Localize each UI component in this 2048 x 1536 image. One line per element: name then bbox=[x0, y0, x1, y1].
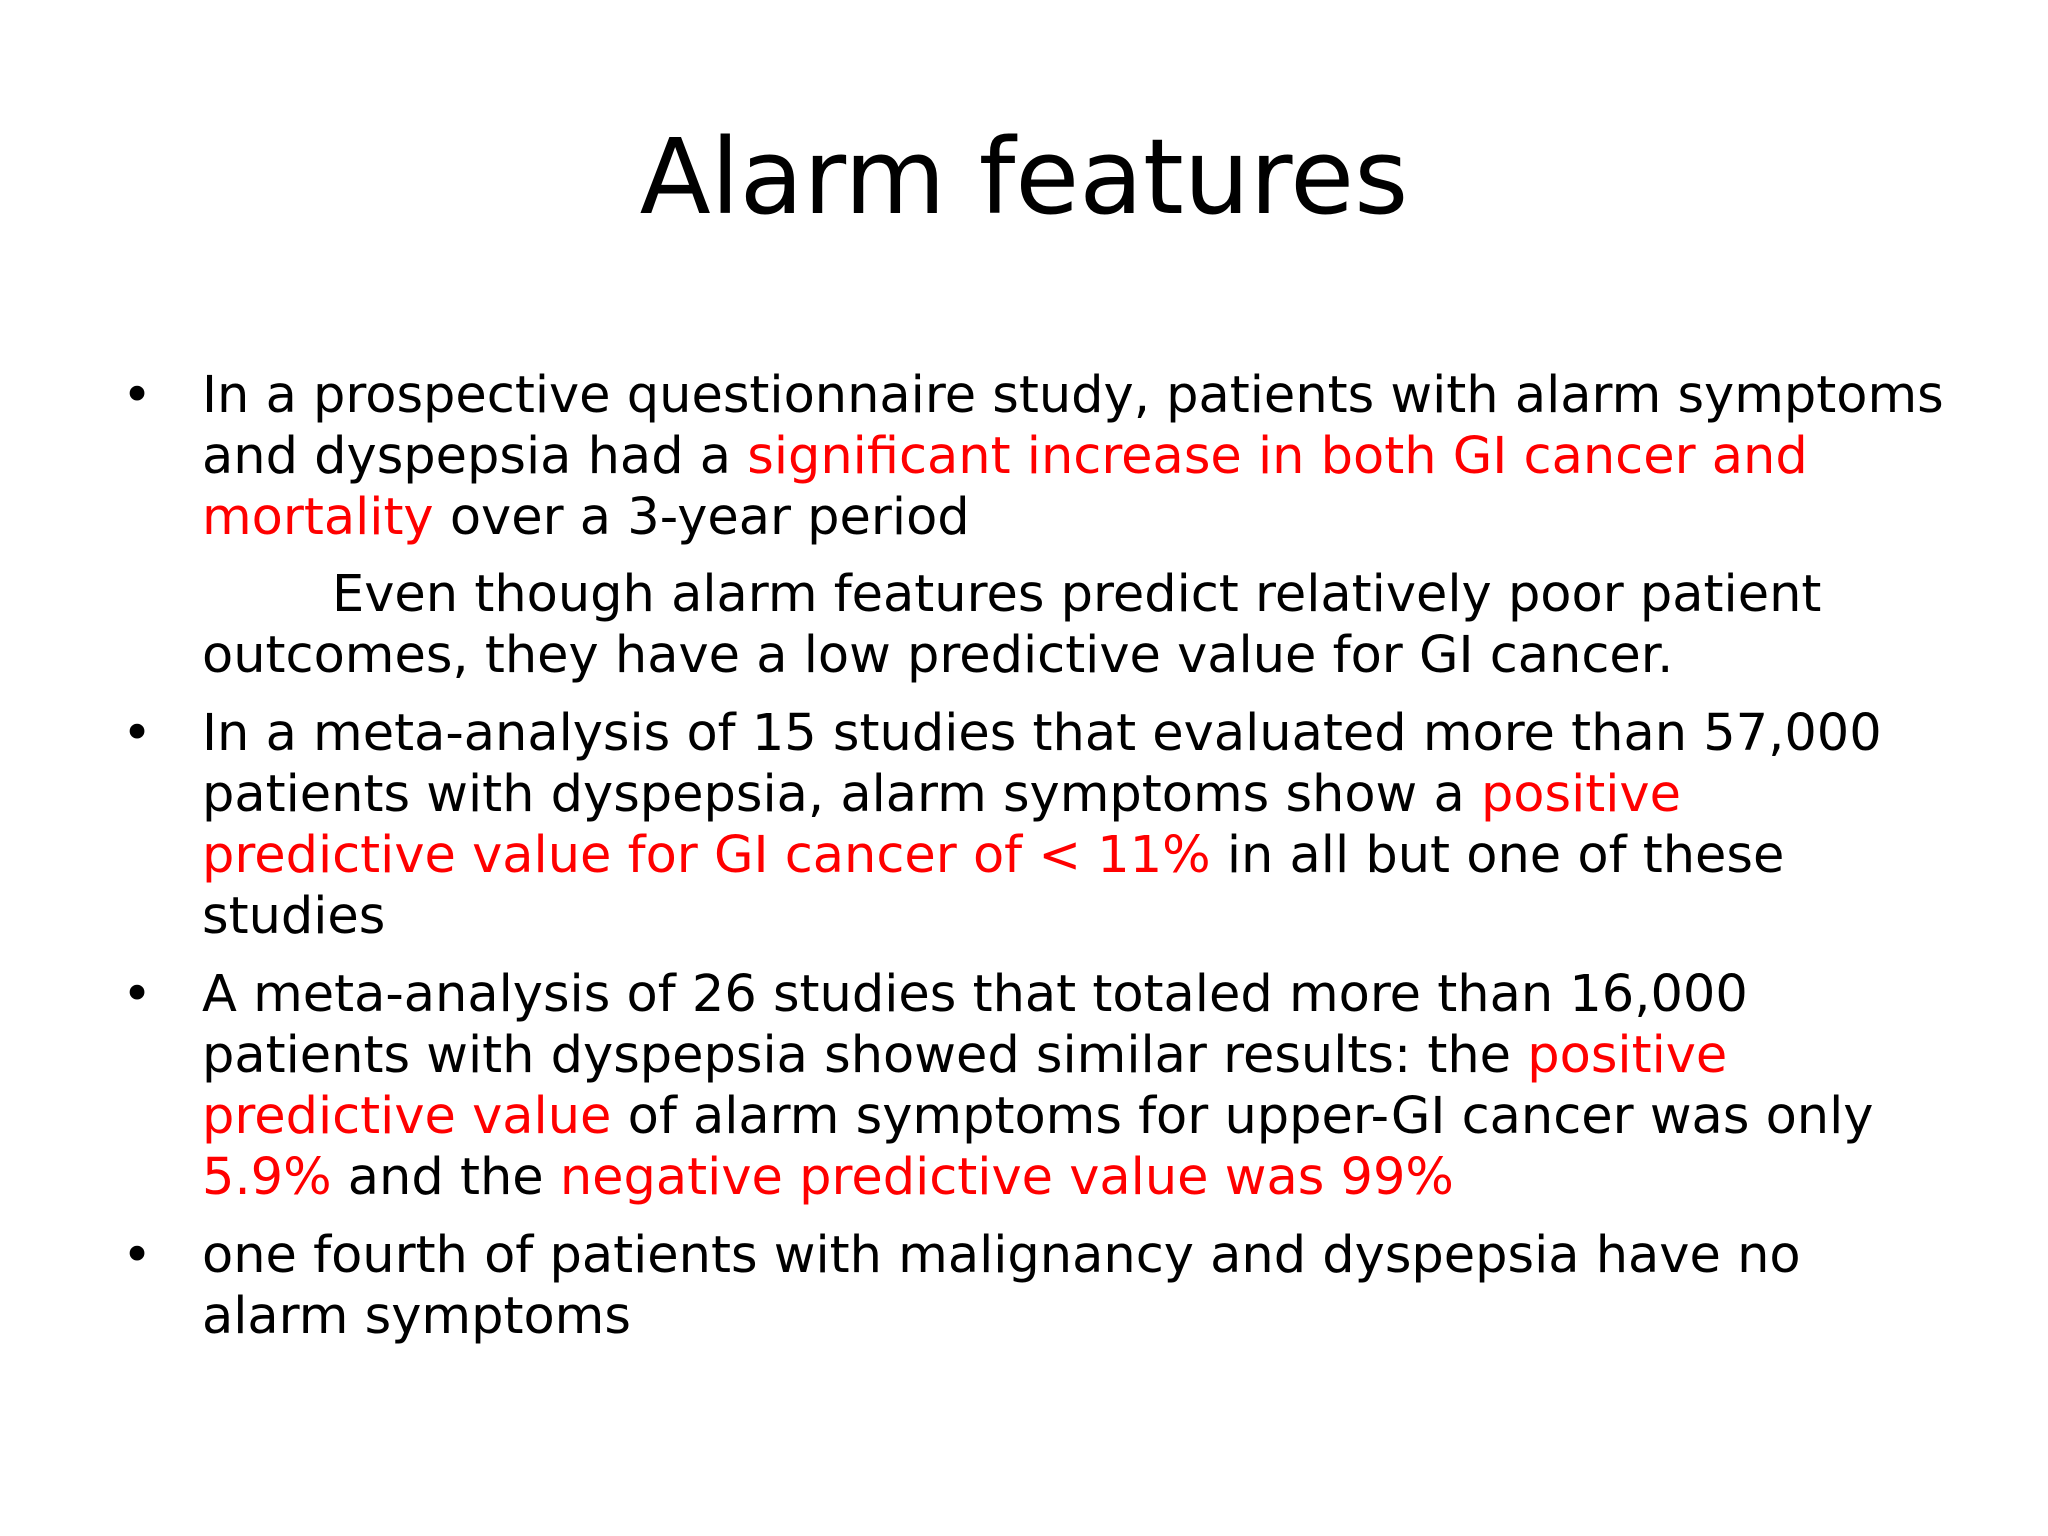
bullet-text-3: A meta-analysis of 26 studies that totaled more than 16,000 patients with dyspepsia showed similar results: the positive predictive value of alarm symptoms for upper-GI cancer was only 5.9% and the negative predictive value was 99% bbox=[202, 965, 1874, 1207]
bullet-marker: • bbox=[122, 965, 153, 1024]
bullet-marker: • bbox=[122, 704, 153, 763]
bullet-list bbox=[118, 365, 1948, 1364]
bullet-text-2: In a meta-analysis of 15 studies that evaluated more than 57,000 patients with dyspepsia, alarm symptoms show a positive predictive value for GI cancer of < 11% in all but one of these studies bbox=[202, 704, 1882, 946]
bullet-item-1 bbox=[118, 365, 1948, 686]
bullet-marker: • bbox=[122, 366, 153, 425]
bullet-item-2 bbox=[118, 703, 1948, 947]
highlight-text: positive predictive value bbox=[202, 1026, 1728, 1146]
highlight-text: 5.9% bbox=[202, 1148, 332, 1207]
bullet-text-1: In a prospective questionnaire study, patients with alarm symptoms and dyspepsia had a significant increase in both GI cancer and mortality over a 3-year period bbox=[202, 366, 1944, 547]
sub-paragraph: Even though alarm features predict relatively poor patient outcomes, they have a low predictive value for GI cancer. bbox=[202, 565, 1822, 685]
highlight-text: negative predictive value was 99% bbox=[559, 1148, 1454, 1207]
highlight-text: positive predictive value for GI cancer of < 11% bbox=[202, 765, 1681, 885]
bullet-item-4 bbox=[118, 1225, 1948, 1347]
highlight-text: significant increase in both GI cancer and mortality bbox=[202, 427, 1808, 547]
bullet-marker: • bbox=[122, 1226, 153, 1285]
slide-title: Alarm features bbox=[639, 116, 1409, 238]
bullet-item-3 bbox=[118, 964, 1948, 1208]
bullet-text-4: one fourth of patients with malignancy and dyspepsia have no alarm symptoms bbox=[202, 1226, 1801, 1346]
